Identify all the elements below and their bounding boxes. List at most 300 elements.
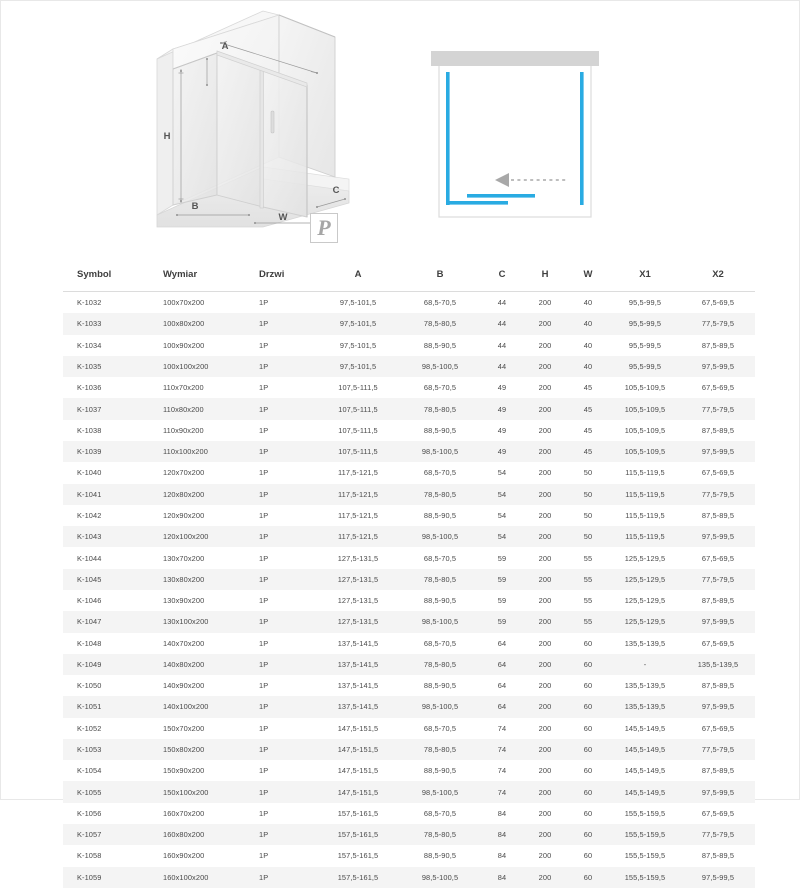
- table-cell-symbol: K-1051: [77, 702, 102, 712]
- table-cell-symbol: K-1032: [77, 298, 102, 308]
- table-cell-x1: 105,5-109,5: [624, 425, 666, 435]
- table-cell-wymiar: 150x80x200: [163, 745, 205, 755]
- table-cell-h: 200: [538, 361, 552, 371]
- table-cell-w: 55: [583, 617, 593, 627]
- table-cell-h: 200: [538, 425, 552, 435]
- table-cell-drzwi: 1P: [259, 361, 269, 371]
- table-cell-a: 107,5-111,5: [338, 425, 378, 435]
- table-cell-c: 54: [497, 510, 507, 520]
- table-cell-h: 200: [538, 830, 552, 840]
- table-cell-x2: 67,5-69,5: [701, 638, 735, 648]
- column-header-wymiar: Wymiar: [149, 259, 245, 292]
- table-cell-symbol: K-1046: [77, 596, 102, 606]
- table-cell-a: 107,5-111,5: [338, 383, 378, 393]
- column-header-x2: X2: [681, 259, 755, 292]
- table-cell-b: 88,5-90,5: [423, 681, 457, 691]
- table-cell-x2: 77,5-79,5: [701, 745, 735, 755]
- table-row: [63, 590, 755, 611]
- table-cell-w: 45: [583, 383, 593, 393]
- column-header-a: A: [317, 259, 399, 292]
- table-cell-x1: 145,5-149,5: [624, 745, 666, 755]
- table-cell-h: 200: [538, 723, 552, 733]
- table-cell-a: 147,5-151,5: [337, 745, 379, 755]
- table-cell-h: 200: [538, 489, 552, 499]
- table-cell-b: 88,5-90,5: [423, 851, 457, 861]
- table-cell-b: 68,5-70,5: [423, 808, 457, 818]
- table-cell-w: 60: [583, 872, 593, 882]
- table-cell-symbol: K-1035: [77, 361, 102, 371]
- table-cell-h: 200: [538, 745, 552, 755]
- table-cell-x1: 105,5-109,5: [624, 383, 666, 393]
- table-cell-x1: 115,5-119,5: [625, 468, 665, 478]
- table-cell-c: 64: [497, 659, 507, 669]
- table-cell-b: 98,5-100,5: [421, 447, 459, 457]
- table-cell-x2: 87,5-89,5: [701, 340, 735, 350]
- table-cell-w: 60: [583, 681, 593, 691]
- table-cell-wymiar: 150x70x200: [163, 723, 205, 733]
- table-cell-h: 200: [538, 319, 552, 329]
- table-cell-x1: 125,5-129,5: [624, 553, 666, 563]
- table-cell-w: 40: [583, 319, 593, 329]
- table-row: [63, 867, 755, 888]
- table-cell-symbol: K-1050: [77, 681, 102, 691]
- table-cell-w: 50: [583, 468, 593, 478]
- table-cell-b: 68,5-70,5: [423, 723, 457, 733]
- table-cell-a: 127,5-131,5: [337, 617, 379, 627]
- table-cell-x1: 95,5-99,5: [628, 319, 662, 329]
- table-cell-wymiar: 150x90x200: [163, 766, 205, 776]
- table-row: [63, 462, 755, 483]
- table-cell-symbol: K-1043: [77, 532, 102, 542]
- table-cell-drzwi: 1P: [259, 787, 269, 797]
- table-cell-b: 98,5-100,5: [421, 532, 459, 542]
- table-cell-a: 107,5-111,5: [338, 447, 378, 457]
- table-cell-a: 117,5-121,5: [337, 532, 378, 542]
- table-cell-c: 44: [497, 298, 507, 308]
- table-cell-x2: 97,5-99,5: [701, 617, 735, 627]
- table-cell-x2: 67,5-69,5: [701, 553, 735, 563]
- table-cell-b: 88,5-90,5: [423, 596, 457, 606]
- table-cell-symbol: K-1034: [77, 340, 102, 350]
- table-cell-h: 200: [538, 659, 552, 669]
- table-cell-b: 68,5-70,5: [423, 298, 457, 308]
- table-cell-drzwi: 1P: [259, 808, 269, 818]
- table-row: [63, 569, 755, 590]
- table-body: [63, 292, 755, 888]
- table-cell-symbol: K-1042: [77, 510, 102, 520]
- table-row: [63, 398, 755, 419]
- table-cell-wymiar: 120x90x200: [163, 510, 205, 520]
- table-row: [63, 633, 755, 654]
- table-cell-a: 147,5-151,5: [337, 787, 379, 797]
- table-cell-w: 50: [583, 532, 593, 542]
- table-cell-x1: 145,5-149,5: [624, 723, 666, 733]
- table-cell-b: 78,5-80,5: [423, 659, 457, 669]
- table-cell-symbol: K-1036: [77, 383, 102, 393]
- table-row: [63, 292, 755, 314]
- table-cell-h: 200: [538, 298, 552, 308]
- table-row: [63, 335, 755, 356]
- table-cell-wymiar: 110x70x200: [163, 383, 204, 393]
- table-cell-a: 147,5-151,5: [337, 766, 379, 776]
- table-cell-symbol: K-1056: [77, 808, 102, 818]
- table-cell-symbol: K-1044: [77, 553, 102, 563]
- table-cell-x2: 87,5-89,5: [701, 851, 735, 861]
- column-header-c: C: [481, 259, 523, 292]
- table-cell-c: 59: [497, 617, 507, 627]
- table-cell-x1: 145,5-149,5: [624, 787, 666, 797]
- table-cell-b: 68,5-70,5: [423, 638, 457, 648]
- column-header-x1: X1: [609, 259, 681, 292]
- table-cell-symbol: K-1033: [77, 319, 102, 329]
- table-cell-w: 45: [583, 404, 593, 414]
- table-cell-wymiar: 140x90x200: [163, 681, 205, 691]
- table-cell-x2: 97,5-99,5: [701, 872, 735, 882]
- table-cell-w: 60: [583, 808, 593, 818]
- table-cell-a: 97,5-101,5: [339, 319, 377, 329]
- table-cell-x2: 67,5-69,5: [701, 383, 735, 393]
- table-cell-c: 54: [497, 532, 507, 542]
- table-cell-b: 68,5-70,5: [423, 553, 457, 563]
- table-cell-h: 200: [538, 766, 552, 776]
- table-cell-drzwi: 1P: [259, 574, 269, 584]
- table-cell-x1: 95,5-99,5: [628, 340, 662, 350]
- table-cell-h: 200: [538, 553, 552, 563]
- table-row: [63, 718, 755, 739]
- table-cell-x2: 87,5-89,5: [701, 425, 735, 435]
- table-cell-b: 98,5-100,5: [421, 702, 459, 712]
- table-cell-x2: 97,5-99,5: [701, 787, 735, 797]
- column-header-w: W: [567, 259, 609, 292]
- table-cell-wymiar: 100x90x200: [163, 340, 205, 350]
- table-cell-w: 50: [583, 489, 593, 499]
- table-cell-a: 127,5-131,5: [337, 553, 379, 563]
- table-cell-drzwi: 1P: [259, 766, 269, 776]
- table-cell-w: 60: [583, 830, 593, 840]
- table-cell-drzwi: 1P: [259, 404, 269, 414]
- table-cell-h: 200: [538, 532, 552, 542]
- plan-svg: [425, 35, 605, 225]
- column-header-h: H: [523, 259, 567, 292]
- table-cell-drzwi: 1P: [259, 596, 269, 606]
- table-cell-a: 127,5-131,5: [337, 574, 379, 584]
- table-cell-x1: 95,5-99,5: [628, 298, 662, 308]
- table-cell-drzwi: 1P: [259, 681, 269, 691]
- table-cell-b: 98,5-100,5: [421, 617, 459, 627]
- table-cell-w: 60: [583, 702, 593, 712]
- table-cell-symbol: K-1041: [77, 489, 102, 499]
- table-cell-c: 49: [497, 425, 507, 435]
- door-handle: [271, 111, 274, 133]
- table-cell-wymiar: 150x100x200: [163, 787, 209, 797]
- table-cell-a: 97,5-101,5: [339, 361, 377, 371]
- table-row: [63, 611, 755, 632]
- table-cell-x1: 125,5-129,5: [624, 574, 666, 584]
- table-cell-wymiar: 120x100x200: [163, 532, 209, 542]
- table-cell-x1: 115,5-119,5: [625, 532, 665, 542]
- table-cell-c: 44: [497, 361, 507, 371]
- table-cell-a: 157,5-161,5: [337, 851, 379, 861]
- table-cell-c: 49: [497, 383, 507, 393]
- table-cell-a: 117,5-121,5: [337, 489, 378, 499]
- table-cell-w: 55: [583, 553, 593, 563]
- table-cell-drzwi: 1P: [259, 659, 269, 669]
- table-cell-c: 59: [497, 553, 507, 563]
- table-cell-h: 200: [538, 468, 552, 478]
- table-cell-h: 200: [538, 596, 552, 606]
- table-cell-symbol: K-1040: [77, 468, 102, 478]
- table-cell-x1: 155,5-159,5: [624, 808, 666, 818]
- table-cell-wymiar: 120x80x200: [163, 489, 205, 499]
- table-cell-x2: 77,5-79,5: [701, 489, 735, 499]
- table-cell-wymiar: 140x80x200: [163, 659, 205, 669]
- table-cell-a: 157,5-161,5: [337, 872, 379, 882]
- specification-table: [63, 259, 755, 888]
- table-cell-wymiar: 130x90x200: [163, 596, 205, 606]
- table-cell-b: 88,5-90,5: [423, 510, 457, 520]
- table-cell-symbol: K-1045: [77, 574, 102, 584]
- table-cell-w: 40: [583, 340, 593, 350]
- table-cell-drzwi: 1P: [259, 468, 269, 478]
- table-cell-x1: 105,5-109,5: [624, 447, 666, 457]
- table-cell-x2: 67,5-69,5: [701, 298, 735, 308]
- table-cell-c: 74: [497, 787, 507, 797]
- iso-dimension-label-a: A: [221, 41, 229, 52]
- table-row: [63, 377, 755, 398]
- plan-front-fixed-glass: [446, 201, 508, 205]
- table-cell-b: 98,5-100,5: [421, 361, 459, 371]
- isometric-diagram: [121, 7, 371, 243]
- table-cell-a: 97,5-101,5: [339, 298, 377, 308]
- table-cell-x1: 155,5-159,5: [624, 851, 666, 861]
- table-row: [63, 356, 755, 377]
- table-cell-w: 40: [583, 361, 593, 371]
- table-cell-b: 78,5-80,5: [423, 574, 457, 584]
- table-cell-x2: 77,5-79,5: [701, 574, 735, 584]
- table-cell-a: 157,5-161,5: [337, 830, 379, 840]
- table-cell-c: 64: [497, 681, 507, 691]
- table-cell-b: 78,5-80,5: [423, 404, 457, 414]
- table-cell-x1: 145,5-149,5: [624, 766, 666, 776]
- diagram-band: [1, 1, 801, 251]
- table-cell-w: 40: [583, 298, 593, 308]
- table-cell-a: 137,5-141,5: [337, 659, 379, 669]
- table-cell-wymiar: 100x70x200: [163, 298, 205, 308]
- table-cell-c: 74: [497, 723, 507, 733]
- table-cell-drzwi: 1P: [259, 340, 269, 350]
- table-row: [63, 739, 755, 760]
- table-cell-c: 44: [497, 340, 507, 350]
- table-cell-wymiar: 130x100x200: [163, 617, 209, 627]
- table-cell-symbol: K-1054: [77, 766, 102, 776]
- table-cell-symbol: K-1038: [77, 425, 102, 435]
- table-cell-a: 137,5-141,5: [337, 638, 379, 648]
- table-cell-c: 59: [497, 596, 507, 606]
- left-fixed-panel: [173, 53, 217, 205]
- table-row: [63, 654, 755, 675]
- table-cell-c: 84: [497, 851, 507, 861]
- table-cell-h: 200: [538, 617, 552, 627]
- table-cell-x1: 125,5-129,5: [624, 596, 666, 606]
- table-cell-drzwi: 1P: [259, 489, 269, 499]
- table-cell-drzwi: 1P: [259, 510, 269, 520]
- table-cell-wymiar: 110x100x200: [163, 447, 208, 457]
- table-cell-a: 97,5-101,5: [339, 340, 377, 350]
- table-cell-w: 60: [583, 723, 593, 733]
- table-cell-x2: 87,5-89,5: [701, 510, 735, 520]
- table-row: [63, 547, 755, 568]
- table-cell-wymiar: 160x80x200: [163, 830, 205, 840]
- table-cell-wymiar: 160x70x200: [163, 808, 205, 818]
- table-cell-x1: 155,5-159,5: [624, 872, 666, 882]
- table-cell-symbol: K-1039: [77, 447, 102, 457]
- table-cell-x2: 67,5-69,5: [701, 468, 735, 478]
- table-cell-h: 200: [538, 851, 552, 861]
- isometric-svg: [121, 7, 371, 243]
- table-cell-c: 59: [497, 574, 507, 584]
- table-cell-wymiar: 140x100x200: [163, 702, 209, 712]
- specification-table-container: [63, 259, 739, 888]
- table-cell-drzwi: 1P: [259, 553, 269, 563]
- table-cell-h: 200: [538, 383, 552, 393]
- table-cell-x1: 135,5-139,5: [624, 681, 666, 691]
- table-cell-wymiar: 110x90x200: [163, 425, 204, 435]
- table-cell-wymiar: 120x70x200: [163, 468, 205, 478]
- table-cell-x2: 77,5-79,5: [701, 404, 735, 414]
- table-cell-symbol: K-1055: [77, 787, 102, 797]
- table-row: [63, 781, 755, 802]
- table-cell-drzwi: 1P: [259, 617, 269, 627]
- table-cell-b: 78,5-80,5: [423, 489, 457, 499]
- table-cell-x1: -: [643, 659, 647, 669]
- table-cell-a: 157,5-161,5: [337, 808, 379, 818]
- table-cell-a: 107,5-111,5: [338, 404, 378, 414]
- plan-sliding-door-glass: [467, 194, 535, 198]
- table-row: [63, 803, 755, 824]
- table-row: [63, 824, 755, 845]
- table-row: [63, 675, 755, 696]
- table-row: [63, 484, 755, 505]
- table-cell-x1: 115,5-119,5: [625, 510, 665, 520]
- table-cell-x2: 87,5-89,5: [701, 681, 735, 691]
- table-header-row: [63, 259, 755, 292]
- table-row: [63, 526, 755, 547]
- table-row: [63, 696, 755, 717]
- table-cell-drzwi: 1P: [259, 319, 269, 329]
- p-logo-badge: [310, 213, 338, 243]
- table-cell-w: 60: [583, 659, 593, 669]
- table-cell-b: 98,5-100,5: [421, 872, 459, 882]
- table-cell-drzwi: 1P: [259, 723, 269, 733]
- table-cell-b: 78,5-80,5: [423, 745, 457, 755]
- table-cell-h: 200: [538, 702, 552, 712]
- table-cell-w: 55: [583, 574, 593, 584]
- table-cell-a: 127,5-131,5: [337, 596, 379, 606]
- table-cell-symbol: K-1049: [77, 659, 102, 669]
- table-cell-wymiar: 110x80x200: [163, 404, 204, 414]
- table-cell-h: 200: [538, 808, 552, 818]
- table-cell-h: 200: [538, 681, 552, 691]
- table-cell-wymiar: 130x70x200: [163, 553, 205, 563]
- table-cell-symbol: K-1057: [77, 830, 102, 840]
- table-cell-x2: 87,5-89,5: [701, 596, 735, 606]
- plan-wall-bar: [431, 51, 599, 66]
- table-cell-a: 137,5-141,5: [337, 702, 379, 712]
- table-cell-b: 88,5-90,5: [423, 340, 457, 350]
- table-cell-x2: 77,5-79,5: [701, 830, 735, 840]
- table-cell-symbol: K-1059: [77, 872, 102, 882]
- table-cell-drzwi: 1P: [259, 298, 269, 308]
- table-row: [63, 760, 755, 781]
- table-cell-x2: 77,5-79,5: [701, 319, 735, 329]
- table-cell-symbol: K-1052: [77, 723, 102, 733]
- table-cell-wymiar: 100x80x200: [163, 319, 205, 329]
- table-cell-w: 60: [583, 745, 593, 755]
- table-cell-wymiar: 100x100x200: [163, 361, 209, 371]
- table-cell-x2: 97,5-99,5: [701, 447, 735, 457]
- iso-dimension-label-w: W: [278, 212, 288, 223]
- table-cell-x2: 97,5-99,5: [701, 532, 735, 542]
- table-cell-x2: 67,5-69,5: [701, 723, 735, 733]
- table-cell-symbol: K-1053: [77, 745, 102, 755]
- table-cell-drzwi: 1P: [259, 830, 269, 840]
- table-row: [63, 313, 755, 334]
- table-cell-w: 55: [583, 596, 593, 606]
- table-cell-c: 74: [497, 766, 507, 776]
- table-cell-x2: 97,5-99,5: [701, 702, 735, 712]
- table-cell-h: 200: [538, 404, 552, 414]
- table-cell-h: 200: [538, 340, 552, 350]
- table-cell-x1: 115,5-119,5: [625, 489, 665, 499]
- table-cell-symbol: K-1037: [77, 404, 102, 414]
- table-cell-drzwi: 1P: [259, 447, 269, 457]
- column-header-drzwi: Drzwi: [245, 259, 317, 292]
- table-cell-drzwi: 1P: [259, 745, 269, 755]
- table-cell-x2: 87,5-89,5: [701, 766, 735, 776]
- table-cell-c: 54: [497, 468, 507, 478]
- table-cell-w: 60: [583, 638, 593, 648]
- table-cell-x1: 135,5-139,5: [624, 638, 666, 648]
- plan-left-glass: [446, 72, 450, 205]
- table-cell-h: 200: [538, 638, 552, 648]
- table-row: [63, 441, 755, 462]
- table-row: [63, 420, 755, 441]
- table-cell-c: 49: [497, 404, 507, 414]
- table-cell-wymiar: 160x100x200: [163, 872, 209, 882]
- table-cell-b: 88,5-90,5: [423, 766, 457, 776]
- iso-dimension-label-h: H: [163, 131, 171, 142]
- iso-dimension-label-c: C: [332, 185, 340, 196]
- table-cell-a: 117,5-121,5: [337, 468, 378, 478]
- table-cell-h: 200: [538, 872, 552, 882]
- table-cell-b: 68,5-70,5: [423, 383, 457, 393]
- table-cell-x1: 105,5-109,5: [624, 404, 666, 414]
- column-header-symbol: Symbol: [63, 259, 149, 292]
- table-cell-drzwi: 1P: [259, 702, 269, 712]
- table-cell-symbol: K-1047: [77, 617, 102, 627]
- table-cell-wymiar: 140x70x200: [163, 638, 205, 648]
- table-cell-x1: 155,5-159,5: [624, 830, 666, 840]
- iso-dimension-label-b: B: [191, 201, 199, 212]
- table-cell-b: 98,5-100,5: [421, 787, 459, 797]
- table-cell-w: 45: [583, 447, 593, 457]
- table-cell-c: 84: [497, 830, 507, 840]
- table-cell-b: 78,5-80,5: [423, 319, 457, 329]
- table-cell-w: 60: [583, 787, 593, 797]
- table-cell-w: 45: [583, 425, 593, 435]
- p-logo-letter: P: [317, 215, 331, 240]
- table-cell-c: 64: [497, 702, 507, 712]
